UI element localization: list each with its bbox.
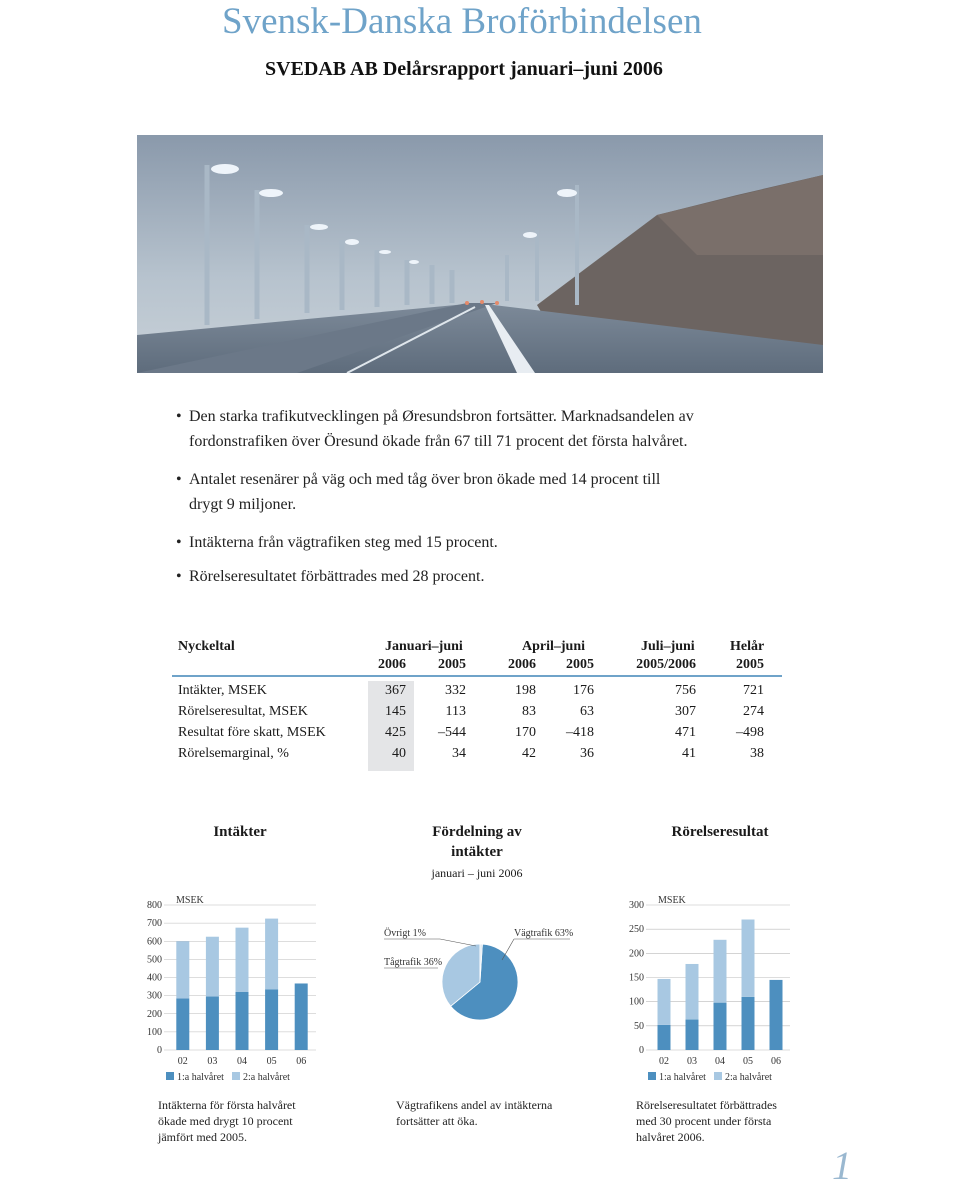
- y-tick-label: 250: [629, 924, 644, 936]
- bar-second-half: [658, 979, 671, 1025]
- bullet-icon: •: [176, 471, 182, 488]
- report-subtitle: SVEDAB AB Delårsrapport januari–juni 2006: [265, 58, 663, 80]
- y-tick-label: 100: [629, 996, 644, 1008]
- y-tick-label: 150: [629, 972, 644, 984]
- x-tick-label: 04: [237, 1056, 247, 1067]
- column-header: 2005: [736, 657, 764, 672]
- bar-second-half: [714, 940, 727, 1003]
- cell: 41: [682, 746, 696, 761]
- cell: 145: [385, 704, 406, 719]
- y-tick-label: 100: [147, 1026, 162, 1038]
- cell: 332: [445, 683, 466, 698]
- highlight-text-cont: fordonstrafiken över Öresund ökade från 67 till 71 procent det första halvåret.: [189, 433, 688, 450]
- legend-label-first: 1:a halvåret: [177, 1072, 224, 1083]
- pie-leader-line: [440, 939, 476, 946]
- bar-first-half: [714, 1003, 727, 1050]
- cell: 471: [675, 725, 696, 740]
- row-label: Resultat före skatt, MSEK: [178, 725, 326, 740]
- x-tick-label: 06: [771, 1056, 781, 1067]
- y-tick-label: 200: [629, 948, 644, 960]
- bar-first-half: [265, 989, 278, 1050]
- highlight-text: Intäkterna från vägtrafiken steg med 15 procent.: [189, 534, 498, 551]
- column-header: 2006: [378, 657, 406, 672]
- highlight-item: [174, 530, 774, 555]
- group-header-helar: Helår: [730, 639, 765, 654]
- column-header: 2006: [508, 657, 536, 672]
- chart-title-rorelseresultat: Rörelseresultat: [671, 824, 769, 840]
- chart-title-intakter: Intäkter: [213, 824, 267, 840]
- highlight-text-cont: drygt 9 miljoner.: [189, 496, 297, 513]
- x-tick-label: 02: [177, 1056, 188, 1067]
- y-tick-label: 600: [147, 936, 162, 948]
- highlight-item: [174, 404, 774, 454]
- cell: 721: [743, 683, 764, 698]
- cell: 307: [675, 704, 696, 719]
- bullet-icon: •: [176, 534, 182, 551]
- cell: 40: [392, 746, 406, 761]
- table-title: Nyckeltal: [178, 639, 235, 654]
- cell: 756: [675, 683, 696, 698]
- cell: 367: [385, 683, 406, 698]
- cell: 274: [743, 704, 764, 719]
- row-label: Rörelsemarginal, %: [178, 746, 289, 761]
- highlights-list: [174, 404, 774, 602]
- report-title: Svensk-Danska Broförbindelsen: [222, 1, 702, 42]
- revenue-pie-chart: [380, 920, 580, 1030]
- x-tick-label: 05: [266, 1056, 277, 1067]
- table-row: [172, 725, 782, 746]
- table-body: [172, 677, 782, 772]
- cell: –544: [438, 725, 466, 740]
- x-tick-label: 03: [207, 1056, 218, 1067]
- bar-first-half: [658, 1025, 671, 1050]
- row-label: Intäkter, MSEK: [178, 683, 267, 698]
- legend-swatch-first: [648, 1072, 656, 1080]
- table-row: [172, 683, 782, 704]
- cell: 113: [445, 704, 466, 719]
- group-header-apr-jun: April–juni: [522, 639, 586, 654]
- cell: 83: [522, 704, 536, 719]
- highlight-item: [174, 467, 774, 517]
- y-axis-unit: MSEK: [658, 895, 686, 906]
- result-bar-chart: [620, 890, 795, 1090]
- y-tick-label: 400: [147, 972, 162, 984]
- page-number: 1: [832, 1143, 852, 1183]
- revenue-bar-chart: [140, 890, 320, 1090]
- column-header: 2005/2006: [636, 657, 696, 672]
- legend-label-second: 2:a halvåret: [243, 1072, 290, 1083]
- y-axis-unit: MSEK: [176, 895, 204, 906]
- group-header-jul-jun: Juli–juni: [641, 639, 695, 654]
- bar-first-half: [295, 983, 308, 1050]
- cell: 176: [573, 683, 594, 698]
- y-tick-label: 700: [147, 918, 162, 930]
- bar-second-half: [742, 920, 755, 997]
- caption-intakter: Intäkterna för första halvåret ökade med drygt 10 procent jämfört med 2005.: [158, 1098, 296, 1144]
- highlight-text: Antalet resenärer på väg och med tåg över bron ökade med 14 procent till: [189, 471, 661, 488]
- caption-rorelseresultat: Rörelseresultatet förbättrades med 30 procent under första halvåret 2006.: [636, 1098, 777, 1144]
- caption-fordelning: Vägtrafikens andel av intäkterna fortsätter att öka.: [396, 1098, 553, 1128]
- column-header: 2005: [566, 657, 594, 672]
- bar-first-half: [770, 980, 783, 1050]
- y-tick-label: 500: [147, 954, 162, 966]
- chart-title-fordelning-2: intäkter: [451, 844, 503, 860]
- key-figures-table: [172, 637, 782, 772]
- x-tick-label: 03: [687, 1056, 697, 1067]
- cell: –418: [566, 725, 594, 740]
- bar-first-half: [742, 997, 755, 1050]
- cell: 38: [750, 746, 764, 761]
- highlight-text: Rörelseresultatet förbättrades med 28 procent.: [189, 568, 485, 585]
- x-tick-label: 06: [296, 1056, 307, 1067]
- bar-second-half: [176, 941, 189, 998]
- table-row: [172, 746, 782, 767]
- bar-first-half: [686, 1020, 699, 1050]
- y-tick-label: 0: [639, 1045, 644, 1056]
- bridge-photo: [137, 135, 823, 373]
- x-tick-label: 02: [659, 1056, 669, 1067]
- cell: 63: [580, 704, 594, 719]
- chart-title-fordelning: Fördelning av: [432, 824, 522, 840]
- highlight-text: Den starka trafikutvecklingen på Øresundsbron fortsätter. Marknadsandelen av: [189, 408, 694, 425]
- table-header: [172, 637, 782, 677]
- y-tick-label: 800: [147, 900, 162, 911]
- pie-label-vag: Vägtrafik 63%: [514, 928, 574, 939]
- legend-swatch-second: [714, 1072, 722, 1080]
- y-tick-label: 300: [147, 990, 162, 1002]
- bar-second-half: [686, 964, 699, 1020]
- bar-first-half: [236, 992, 249, 1050]
- pie-label-ovrigt: Övrigt 1%: [384, 928, 426, 939]
- highlight-item: [174, 564, 774, 589]
- bar-second-half: [265, 919, 278, 990]
- legend-label-first: 1:a halvåret: [659, 1072, 706, 1083]
- x-tick-label: 04: [715, 1056, 725, 1067]
- cell: 170: [515, 725, 536, 740]
- cell: –498: [736, 725, 764, 740]
- bar-second-half: [206, 937, 219, 997]
- table-row: [172, 704, 782, 725]
- bullet-icon: •: [176, 408, 182, 425]
- chart-subtitle-fordelning: januari – juni 2006: [431, 866, 523, 880]
- pie-label-tag: Tågtrafik 36%: [384, 957, 443, 968]
- bullet-icon: •: [176, 568, 182, 585]
- cell: 425: [385, 725, 406, 740]
- legend-swatch-second: [232, 1072, 240, 1080]
- cell: 34: [452, 746, 466, 761]
- y-tick-label: 50: [634, 1020, 644, 1032]
- group-header-jan-jun: Januari–juni: [385, 639, 463, 654]
- legend-swatch-first: [166, 1072, 174, 1080]
- row-label: Rörelseresultat, MSEK: [178, 704, 308, 719]
- column-header: 2005: [438, 657, 466, 672]
- cell: 42: [522, 746, 536, 761]
- bar-first-half: [176, 998, 189, 1050]
- bar-first-half: [206, 997, 219, 1050]
- legend-label-second: 2:a halvåret: [725, 1072, 772, 1083]
- y-tick-label: 300: [629, 900, 644, 911]
- y-tick-label: 0: [157, 1045, 162, 1056]
- x-tick-label: 05: [743, 1056, 753, 1067]
- y-tick-label: 200: [147, 1008, 162, 1020]
- bar-second-half: [236, 928, 249, 992]
- cell: 36: [580, 746, 594, 761]
- cell: 198: [515, 683, 536, 698]
